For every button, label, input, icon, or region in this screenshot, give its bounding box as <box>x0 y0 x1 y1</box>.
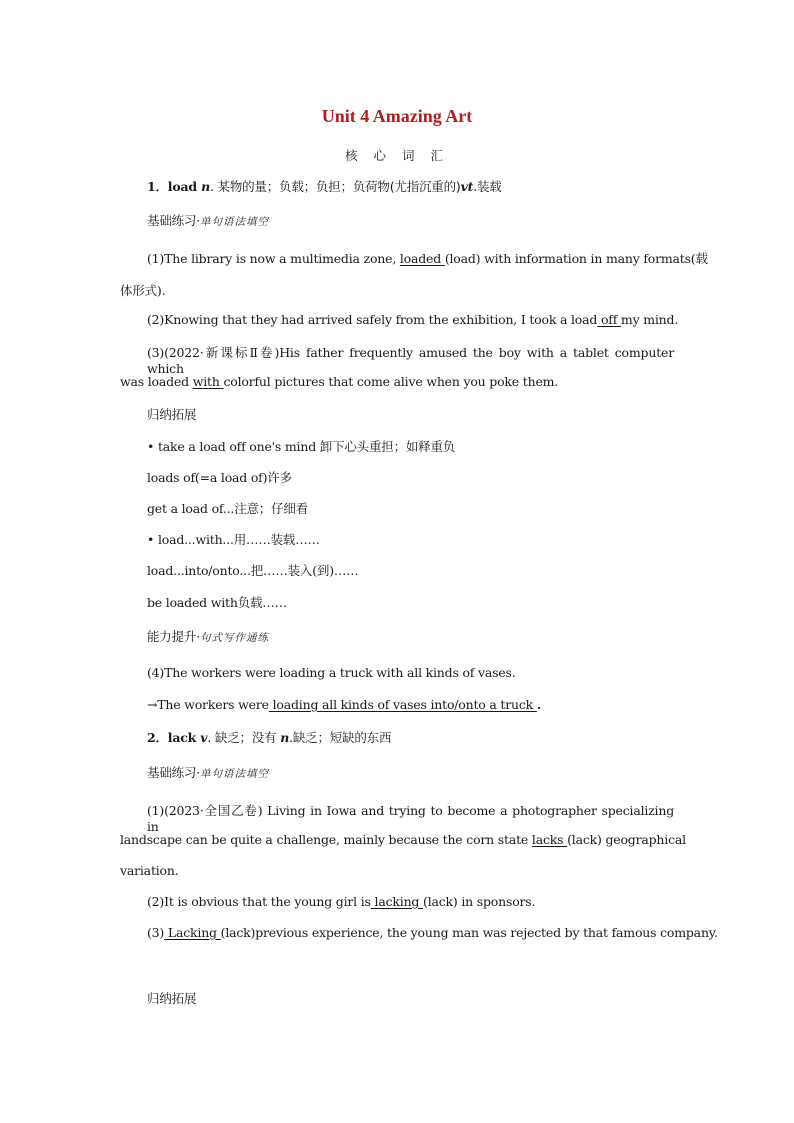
entry-1-question-4-answer: →The workers were loading all kinds of vases into/onto a truck . <box>147 697 541 712</box>
expand-item: loads of(=a load of)许多 <box>147 470 292 485</box>
answer-blank: loading all kinds of vases into/onto a truck <box>268 697 537 712</box>
entry-1-question-3: (3)(2022·新课标Ⅱ卷)His father frequently amused the boy with a tablet computer which <box>147 345 674 376</box>
answer-blank: loaded <box>399 251 445 266</box>
entry-2-question-3: (3) Lacking (lack)previous experience, the young man was rejected by that famous company. <box>147 925 718 940</box>
answer-blank: lacks <box>531 832 568 847</box>
entry-2-question-1: (1)(2023·全国乙卷) Living in Iowa and trying to become a photographer specializing in <box>147 803 674 834</box>
entry-2-heading: 2．lack v. 缺乏；没有 n.缺乏；短缺的东西 <box>147 730 392 745</box>
expand-item: get a load of...注意；仔细看 <box>147 501 308 516</box>
answer-blank: off <box>597 312 621 327</box>
entry-1-question-1-cont: 体形式). <box>120 283 166 298</box>
entry-2-expand-label: 归纳拓展 <box>147 991 197 1006</box>
expand-item: be loaded with负载…… <box>147 595 287 610</box>
expand-item: • load...with...用……装载…… <box>147 532 320 547</box>
entry-1-heading: 1．load n. 某物的量；负载；负担；负荷物(尤指沉重的)vt.装载 <box>147 179 502 194</box>
expand-item: • take a load off one's mind 卸下心头重担；如释重负 <box>147 439 456 454</box>
entry-1-question-3-cont: was loaded with colorful pictures that come alive when you poke them. <box>120 374 559 389</box>
entry-2-question-1-cont: landscape can be quite a challenge, mainly because the corn state lacks (lack) geographical <box>120 832 686 847</box>
entry-1-ability-label: 能力提升·句式写作通练 <box>147 629 269 644</box>
entry-1-question-2: (2)Knowing that they had arrived safely from the exhibition, I took a load off my mind. <box>147 312 679 327</box>
entry-1-basic-practice-label: 基础练习·单句语法填空 <box>147 213 269 228</box>
answer-blank: lacking <box>370 894 424 909</box>
section-subtitle: 核 心 词 汇 <box>345 148 449 163</box>
entry-2-question-2: (2)It is obvious that the young girl is lacking (lack) in sponsors. <box>147 894 536 909</box>
entry-1-question-4: (4)The workers were loading a truck with all kinds of vases. <box>147 665 516 680</box>
entry-2-basic-practice-label: 基础练习·单句语法填空 <box>147 765 269 780</box>
page-title: Unit 4 Amazing Art <box>321 106 473 126</box>
entry-2-question-1-cont2: variation. <box>120 863 179 878</box>
entry-1-expand-label: 归纳拓展 <box>147 407 197 422</box>
entry-1-question-1: (1)The library is now a multimedia zone, loaded (load) with information in many formats(载 <box>147 251 708 266</box>
answer-blank: Lacking <box>164 925 221 940</box>
expand-item: load...into/onto...把……装入(到)…… <box>147 563 359 578</box>
answer-blank: with <box>192 374 224 389</box>
